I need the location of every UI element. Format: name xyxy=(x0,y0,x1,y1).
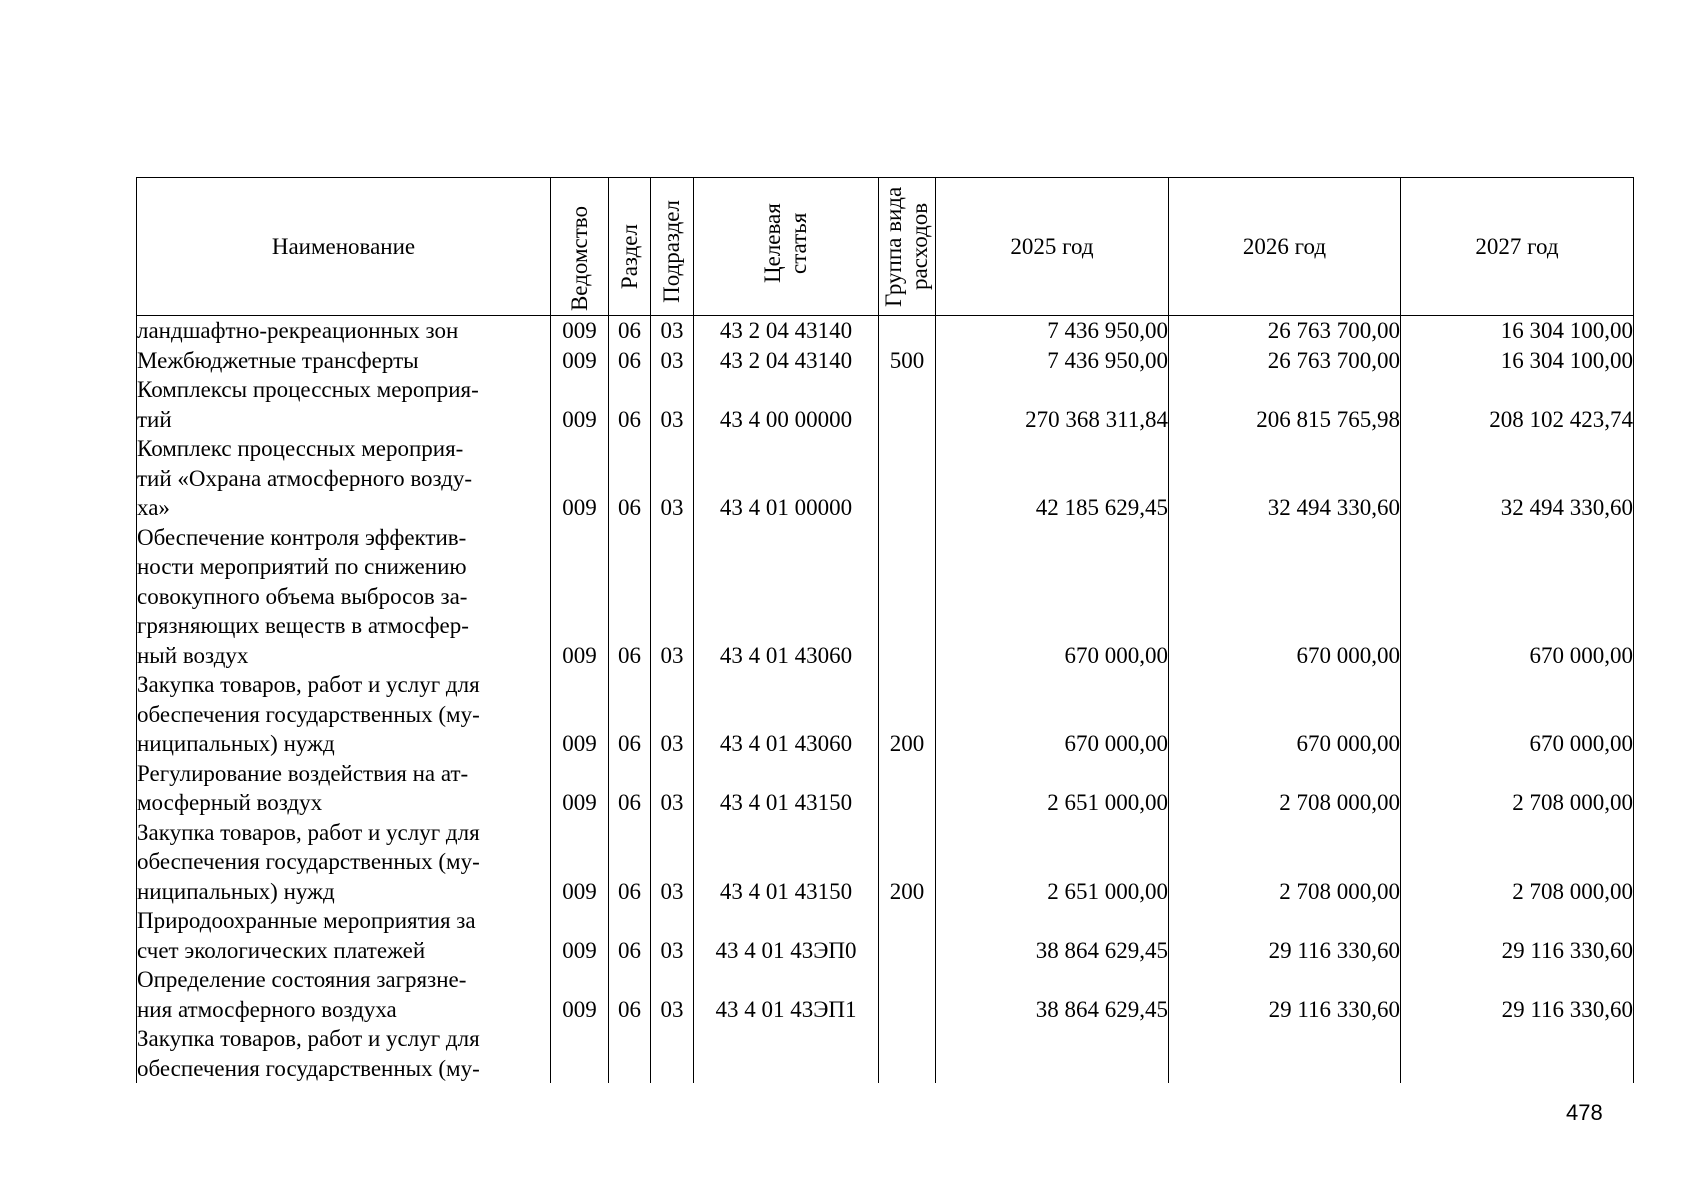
page-number: 478 xyxy=(1566,1100,1603,1125)
cell-podrazdel xyxy=(651,1024,694,1083)
cell-celevaya: 43 4 00 00000 xyxy=(694,375,879,434)
table-row xyxy=(137,1024,1634,1083)
cell-gruppa xyxy=(879,1024,936,1083)
cell-podrazdel: 03 xyxy=(651,906,694,965)
cell-podrazdel: 03 xyxy=(651,818,694,907)
cell-gruppa: 200 xyxy=(879,818,936,907)
cell-2026: 32 494 330,60 xyxy=(1169,434,1401,523)
cell-2026: 670 000,00 xyxy=(1169,523,1401,671)
header-razdel-label: Раздел xyxy=(616,223,642,289)
cell-2025: 7 436 950,00 xyxy=(936,316,1169,346)
cell-2026: 670 000,00 xyxy=(1169,670,1401,759)
cell-celevaya: 43 4 01 00000 xyxy=(694,434,879,523)
cell-gruppa xyxy=(879,375,936,434)
cell-name: Определение состояния загрязне- ния атмосферного воздуха xyxy=(137,965,551,1024)
cell-razdel: 06 xyxy=(609,316,651,346)
header-name: Наименование xyxy=(137,178,551,316)
header-razdel xyxy=(609,178,651,316)
cell-2025: 670 000,00 xyxy=(936,670,1169,759)
cell-podrazdel: 03 xyxy=(651,965,694,1024)
cell-2025: 2 651 000,00 xyxy=(936,818,1169,907)
table-row xyxy=(137,523,1634,671)
cell-celevaya: 43 4 01 43ЭП1 xyxy=(694,965,879,1024)
cell-name: Обеспечение контроля эффектив- ности мероприятий по снижению совокупного объема выбросов за- грязняющих веществ в атмосфер- ный воздух xyxy=(137,523,551,671)
cell-2027: 29 116 330,60 xyxy=(1401,965,1634,1024)
table-body xyxy=(137,316,1634,1084)
cell-2027: 2 708 000,00 xyxy=(1401,759,1634,818)
header-vedomstvo xyxy=(551,178,609,316)
cell-gruppa xyxy=(879,906,936,965)
cell-podrazdel: 03 xyxy=(651,523,694,671)
cell-vedomstvo: 009 xyxy=(551,434,609,523)
header-vedomstvo-label: Ведомство xyxy=(566,205,592,311)
cell-2026: 2 708 000,00 xyxy=(1169,759,1401,818)
cell-2025: 38 864 629,45 xyxy=(936,906,1169,965)
cell-vedomstvo xyxy=(551,1024,609,1083)
cell-2026: 2 708 000,00 xyxy=(1169,818,1401,907)
cell-name: Комплексы процессных мероприя- тий xyxy=(137,375,551,434)
cell-2025: 38 864 629,45 xyxy=(936,965,1169,1024)
cell-name: Регулирование воздействия на ат- мосферный воздух xyxy=(137,759,551,818)
table-row xyxy=(137,670,1634,759)
cell-gruppa xyxy=(879,965,936,1024)
cell-podrazdel: 03 xyxy=(651,375,694,434)
cell-name: Межбюджетные трансферты xyxy=(137,346,551,376)
cell-vedomstvo: 009 xyxy=(551,316,609,346)
table-row xyxy=(137,818,1634,907)
cell-razdel: 06 xyxy=(609,965,651,1024)
cell-2025: 42 185 629,45 xyxy=(936,434,1169,523)
cell-name: Комплекс процессных мероприя- тий «Охрана атмосферного возду- ха» xyxy=(137,434,551,523)
cell-2027: 670 000,00 xyxy=(1401,523,1634,671)
cell-2027: 16 304 100,00 xyxy=(1401,316,1634,346)
cell-podrazdel: 03 xyxy=(651,759,694,818)
cell-2026: 29 116 330,60 xyxy=(1169,965,1401,1024)
cell-2027 xyxy=(1401,1024,1634,1083)
cell-vedomstvo: 009 xyxy=(551,375,609,434)
cell-celevaya: 43 2 04 43140 xyxy=(694,346,879,376)
cell-podrazdel: 03 xyxy=(651,670,694,759)
cell-podrazdel: 03 xyxy=(651,316,694,346)
cell-2027: 670 000,00 xyxy=(1401,670,1634,759)
cell-podrazdel: 03 xyxy=(651,434,694,523)
cell-name: Закупка товаров, работ и услуг для обеспечения государственных (му- ниципальных) нужд xyxy=(137,670,551,759)
cell-razdel: 06 xyxy=(609,523,651,671)
cell-2026: 26 763 700,00 xyxy=(1169,346,1401,376)
cell-celevaya: 43 4 01 43060 xyxy=(694,523,879,671)
cell-vedomstvo: 009 xyxy=(551,670,609,759)
cell-gruppa: 500 xyxy=(879,346,936,376)
cell-celevaya: 43 4 01 43150 xyxy=(694,759,879,818)
cell-gruppa xyxy=(879,759,936,818)
table-row xyxy=(137,316,1634,346)
cell-razdel: 06 xyxy=(609,906,651,965)
cell-gruppa xyxy=(879,523,936,671)
table-row xyxy=(137,375,1634,434)
cell-razdel: 06 xyxy=(609,346,651,376)
header-podrazdel-label: Подраздел xyxy=(659,200,684,303)
table-row xyxy=(137,759,1634,818)
cell-vedomstvo: 009 xyxy=(551,523,609,671)
cell-2025: 270 368 311,84 xyxy=(936,375,1169,434)
header-2027: 2027 год xyxy=(1401,178,1634,316)
cell-gruppa: 200 xyxy=(879,670,936,759)
cell-name: Природоохранные мероприятия за счет экологических платежей xyxy=(137,906,551,965)
cell-name: ландшафтно-рекреационных зон xyxy=(137,316,551,346)
table-row xyxy=(137,965,1634,1024)
cell-2027: 32 494 330,60 xyxy=(1401,434,1634,523)
cell-2027: 29 116 330,60 xyxy=(1401,906,1634,965)
cell-vedomstvo: 009 xyxy=(551,906,609,965)
budget-table xyxy=(136,177,1634,1083)
header-celevaya-label: Целевая статья xyxy=(760,202,811,283)
cell-name: Закупка товаров, работ и услуг для обеспечения государственных (му- xyxy=(137,1024,551,1083)
cell-2026: 206 815 765,98 xyxy=(1169,375,1401,434)
cell-2025: 7 436 950,00 xyxy=(936,346,1169,376)
cell-razdel: 06 xyxy=(609,670,651,759)
cell-celevaya: 43 4 01 43ЭП0 xyxy=(694,906,879,965)
cell-razdel: 06 xyxy=(609,434,651,523)
cell-razdel xyxy=(609,1024,651,1083)
cell-celevaya: 43 4 01 43150 xyxy=(694,818,879,907)
cell-razdel: 06 xyxy=(609,759,651,818)
header-podrazdel xyxy=(651,178,694,316)
cell-razdel: 06 xyxy=(609,818,651,907)
cell-2026: 26 763 700,00 xyxy=(1169,316,1401,346)
header-2025: 2025 год xyxy=(936,178,1169,316)
cell-vedomstvo: 009 xyxy=(551,965,609,1024)
cell-celevaya: 43 2 04 43140 xyxy=(694,316,879,346)
header-celevaya xyxy=(694,178,879,316)
cell-celevaya xyxy=(694,1024,879,1083)
cell-2026 xyxy=(1169,1024,1401,1083)
cell-name: Закупка товаров, работ и услуг для обеспечения государственных (му- ниципальных) нужд xyxy=(137,818,551,907)
table-header-row xyxy=(137,178,1634,316)
cell-2027: 208 102 423,74 xyxy=(1401,375,1634,434)
table-row xyxy=(137,346,1634,376)
cell-gruppa xyxy=(879,434,936,523)
header-gruppa-label: Группа вида расходов xyxy=(881,186,932,307)
cell-2027: 2 708 000,00 xyxy=(1401,818,1634,907)
cell-2025: 670 000,00 xyxy=(936,523,1169,671)
cell-vedomstvo: 009 xyxy=(551,346,609,376)
cell-2025 xyxy=(936,1024,1169,1083)
cell-podrazdel: 03 xyxy=(651,346,694,376)
cell-2027: 16 304 100,00 xyxy=(1401,346,1634,376)
cell-vedomstvo: 009 xyxy=(551,759,609,818)
table-row xyxy=(137,434,1634,523)
header-2026: 2026 год xyxy=(1169,178,1401,316)
cell-2026: 29 116 330,60 xyxy=(1169,906,1401,965)
cell-razdel: 06 xyxy=(609,375,651,434)
header-gruppa xyxy=(879,178,936,316)
cell-celevaya: 43 4 01 43060 xyxy=(694,670,879,759)
cell-2025: 2 651 000,00 xyxy=(936,759,1169,818)
cell-vedomstvo: 009 xyxy=(551,818,609,907)
cell-gruppa xyxy=(879,316,936,346)
table-row xyxy=(137,906,1634,965)
